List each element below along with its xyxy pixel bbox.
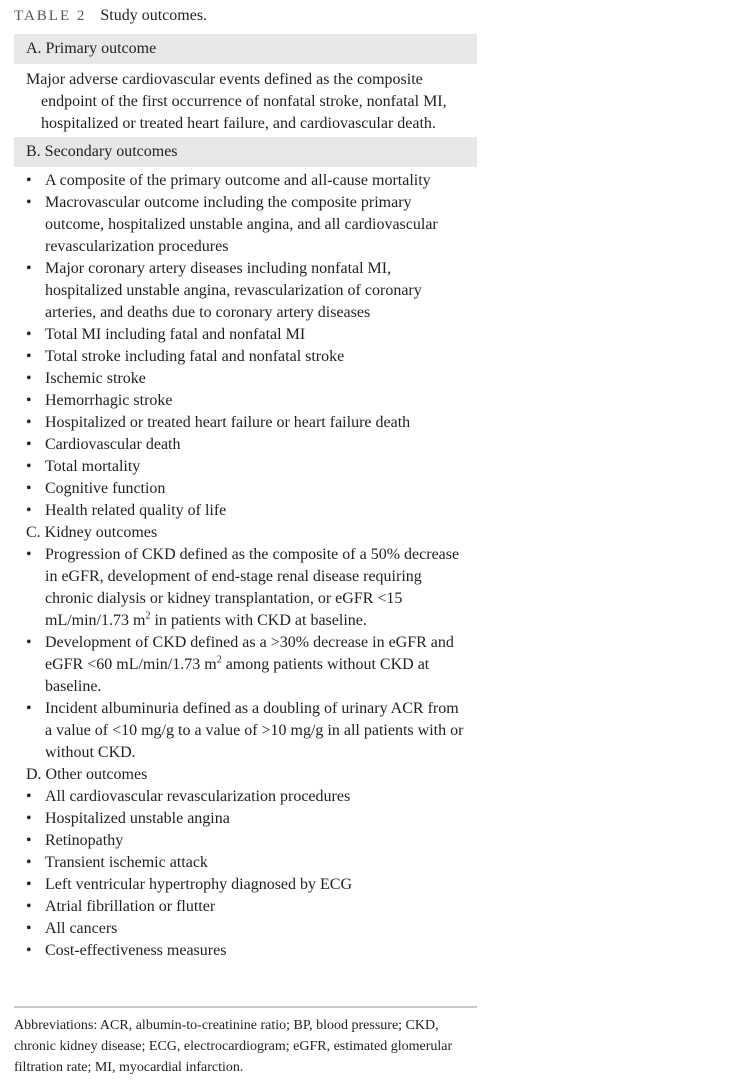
outcomes-table: [14, 34, 477, 962]
list-item: • Transient ischemic attack: [14, 852, 477, 874]
list-item: • Major coronary artery diseases including nonfatal MI, hospitalized unstable angina, revascularization of coronary arteries, and deaths due to coronary artery diseases: [14, 258, 477, 324]
list-item: • Hospitalized or treated heart failure or heart failure death: [14, 412, 477, 434]
superscript: 2: [145, 610, 151, 622]
section-c-heading: C. Kidney outcomes: [26, 524, 158, 541]
list-item: • Cardiovascular death: [14, 434, 477, 456]
item-text-cont: among patients without CKD at baseline.: [45, 656, 430, 695]
list-item: • A composite of the primary outcome and all-cause mortality: [14, 170, 477, 192]
list-item: • Incident albuminuria defined as a doubling of urinary ACR from a value of <10 mg/g to a value of >10 mg/g in all patients with or without CKD.: [14, 698, 477, 764]
table-caption: [14, 6, 207, 26]
list-item: • Cost-effectiveness measures: [14, 940, 477, 962]
item-text-cont: in patients with CKD at baseline.: [150, 612, 367, 629]
list-item: • Macrovascular outcome including the composite primary outcome, hospitalized unstable angina, and all cardiovascular revascularization procedures: [14, 192, 477, 258]
list-item: • Total mortality: [14, 456, 477, 478]
list-item: • Atrial fibrillation or flutter: [14, 896, 477, 918]
secondary-outcomes-list: [14, 167, 477, 522]
list-item: • Total stroke including fatal and nonfatal stroke: [14, 346, 477, 368]
list-item: • Ischemic stroke: [14, 368, 477, 390]
list-item: [14, 632, 477, 698]
primary-outcome-text: Major adverse cardiovascular events defined as the composite endpoint of the first occurrence of nonfatal stroke, nonfatal MI, hospitalized or treated heart failure, and cardiovascular death.: [26, 71, 447, 132]
list-item: • All cancers: [14, 918, 477, 940]
section-a-heading: A. Primary outcome: [14, 34, 477, 64]
table-title: Study outcomes.: [100, 7, 208, 24]
section-d-heading: D. Other outcomes: [26, 766, 148, 783]
list-item: • Left ventricular hypertrophy diagnosed by ECG: [14, 874, 477, 896]
table-bottom-rule: [14, 1006, 477, 1008]
list-item: • Retinopathy: [14, 830, 477, 852]
list-item: • Total MI including fatal and nonfatal MI: [14, 324, 477, 346]
list-item: • Cognitive function: [14, 478, 477, 500]
table-footnote: Abbreviations: ACR, albumin-to-creatinine ratio; BP, blood pressure; CKD, chronic kidney disease; ECG, electrocardiogram; eGFR, estimated glomerular filtration rate; MI, myocardial infarction.: [14, 1018, 453, 1075]
kidney-outcomes-list: [14, 544, 477, 764]
list-item: • Hemorrhagic stroke: [14, 390, 477, 412]
list-item: • Health related quality of life: [14, 500, 477, 522]
table-label: TABLE 2: [14, 8, 87, 24]
section-b-heading: B. Secondary outcomes: [14, 137, 477, 167]
list-item: • All cardiovascular revascularization procedures: [14, 786, 477, 808]
list-item: • Hospitalized unstable angina: [14, 808, 477, 830]
superscript: 2: [216, 654, 222, 666]
item-text: Progression of CKD defined as the composite of a 50% decrease in eGFR, development of end-stage renal disease requiring chronic dialysis or kidney transplantation, or eGFR <15 mL/min/1.73 m: [45, 546, 460, 629]
other-outcomes-list: [14, 786, 477, 962]
list-item: [14, 544, 477, 632]
item-text: Development of CKD defined as a >30% decrease in eGFR and eGFR <60 mL/min/1.73 m: [45, 634, 454, 673]
